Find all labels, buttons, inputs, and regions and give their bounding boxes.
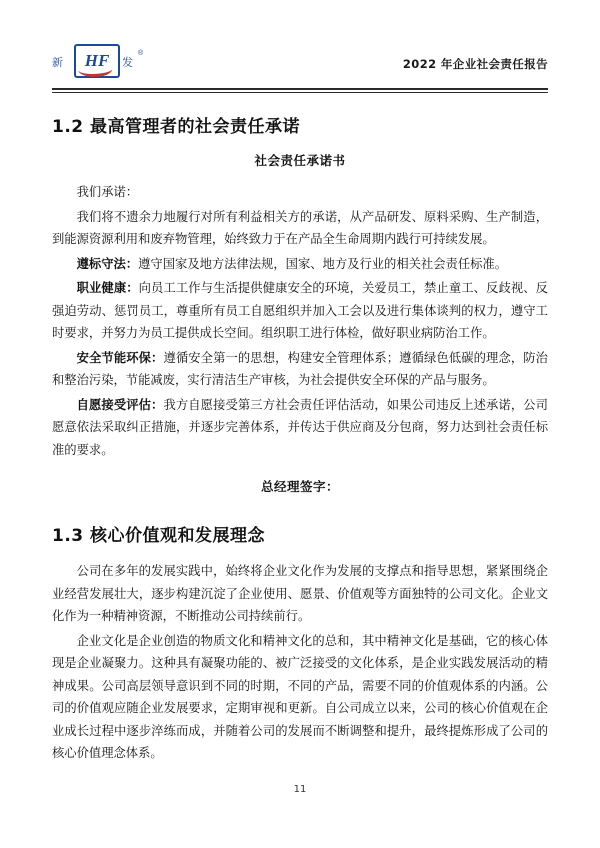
paragraph — [52, 347, 548, 392]
paragraph-text: 我方自愿接受第三方社会责任评估活动，如果公司违反上述承诺，公司愿意依法采取纠正措施，并逐步完善体系，并传达于供应商及分包商，努力达到社会责任标准的要求。 — [52, 397, 548, 457]
registered-trademark-icon: ® — [138, 50, 144, 57]
header-document-title: 2022 年企业社会责任报告 — [402, 57, 548, 71]
logo-right-character: 发 — [122, 56, 133, 69]
paragraph — [52, 253, 548, 276]
document-body — [52, 104, 548, 767]
paragraph-text: 我们承诺： — [76, 185, 139, 199]
commitment-letter-title: 社会责任承诺书 — [254, 153, 346, 168]
paragraph — [52, 394, 548, 462]
header-divider — [52, 88, 548, 93]
paragraph — [52, 206, 548, 251]
paragraph-lead: 职业健康： — [76, 281, 139, 295]
company-logo — [52, 40, 202, 82]
logo-monogram: HF — [84, 51, 110, 70]
paragraph-text: 企业文化是企业创造的物质文化和精神文化的总和，其中精神文化是基础，它的核心体现是企业凝聚力。这种具有凝聚功能的、被广泛接受的文化体系，是企业实践发展活动的精神成果。公司高层领导意识到不同的时期，不同的产品，需要不同的价值观体系的内涵。公司的价值观应随企业发展要求，定期审视和更新。自公司成立以来，公司的核心价值观在企业成长过程中逐步淬练而成，并随着公司的发展而不断调整和提升，最终提炼形成了公司的核心价值理念体系。 — [52, 633, 548, 760]
paragraph-lead: 自愿接受评估： — [76, 397, 164, 412]
page-header — [52, 40, 548, 90]
section-heading-1-3: 1.3 核心价值观和发展理念 — [52, 526, 266, 546]
paragraph — [52, 630, 548, 765]
page-number: 11 — [293, 784, 307, 795]
paragraph-lead: 遵标守法： — [76, 256, 139, 271]
logo-left-character: 新 — [52, 56, 63, 69]
paragraph-lead: 安全节能环保： — [76, 350, 164, 365]
paragraph-text: 公司在多年的发展实践中，始终将企业文化作为发展的支撑点和指导思想，紧紧围绕企业经营发展壮大，逐步构建沉淀了企业使用、愿景、价值观等方面独特的公司文化。企业文化作为一种精神资源，不断推动公司持续前行。 — [52, 564, 548, 623]
paragraph — [52, 277, 548, 345]
section-heading-1-2: 1.2 最高管理者的社会责任承诺 — [52, 117, 301, 137]
paragraph — [52, 181, 548, 204]
paragraph — [52, 560, 548, 628]
paragraph-text: 我们将不遗余力地履行对所有利益相关方的承诺，从产品研发、原料采购、生产制造，到能源资源利用和废弃物管理，始终致力于在产品全生命周期内践行可持续发展。 — [52, 209, 548, 246]
signature-line-label: 总经理签字： — [260, 479, 339, 494]
paragraph-text: 遵循安全第一的思想，构建安全管理体系；遵循绿色低碳的理念，防治和整治污染，节能减废，实行清洁生产审核，为社会提供安全环保的产品与服务。 — [52, 350, 548, 387]
paragraph-text: 遵守国家及地方法律法规，国家、地方及行业的相关社会责任标准。 — [138, 256, 508, 271]
paragraph-text: 向员工工作与生活提供健康安全的环境，关爱员工，禁止童工、反歧视、反强迫劳动、惩罚员工，尊重所有员工自愿组织并加入工会以及进行集体谈判的权力，遵守工时要求，并努力为员工提供成长空间。组织职工进行体检，做好职业病防治工作。 — [52, 281, 548, 340]
